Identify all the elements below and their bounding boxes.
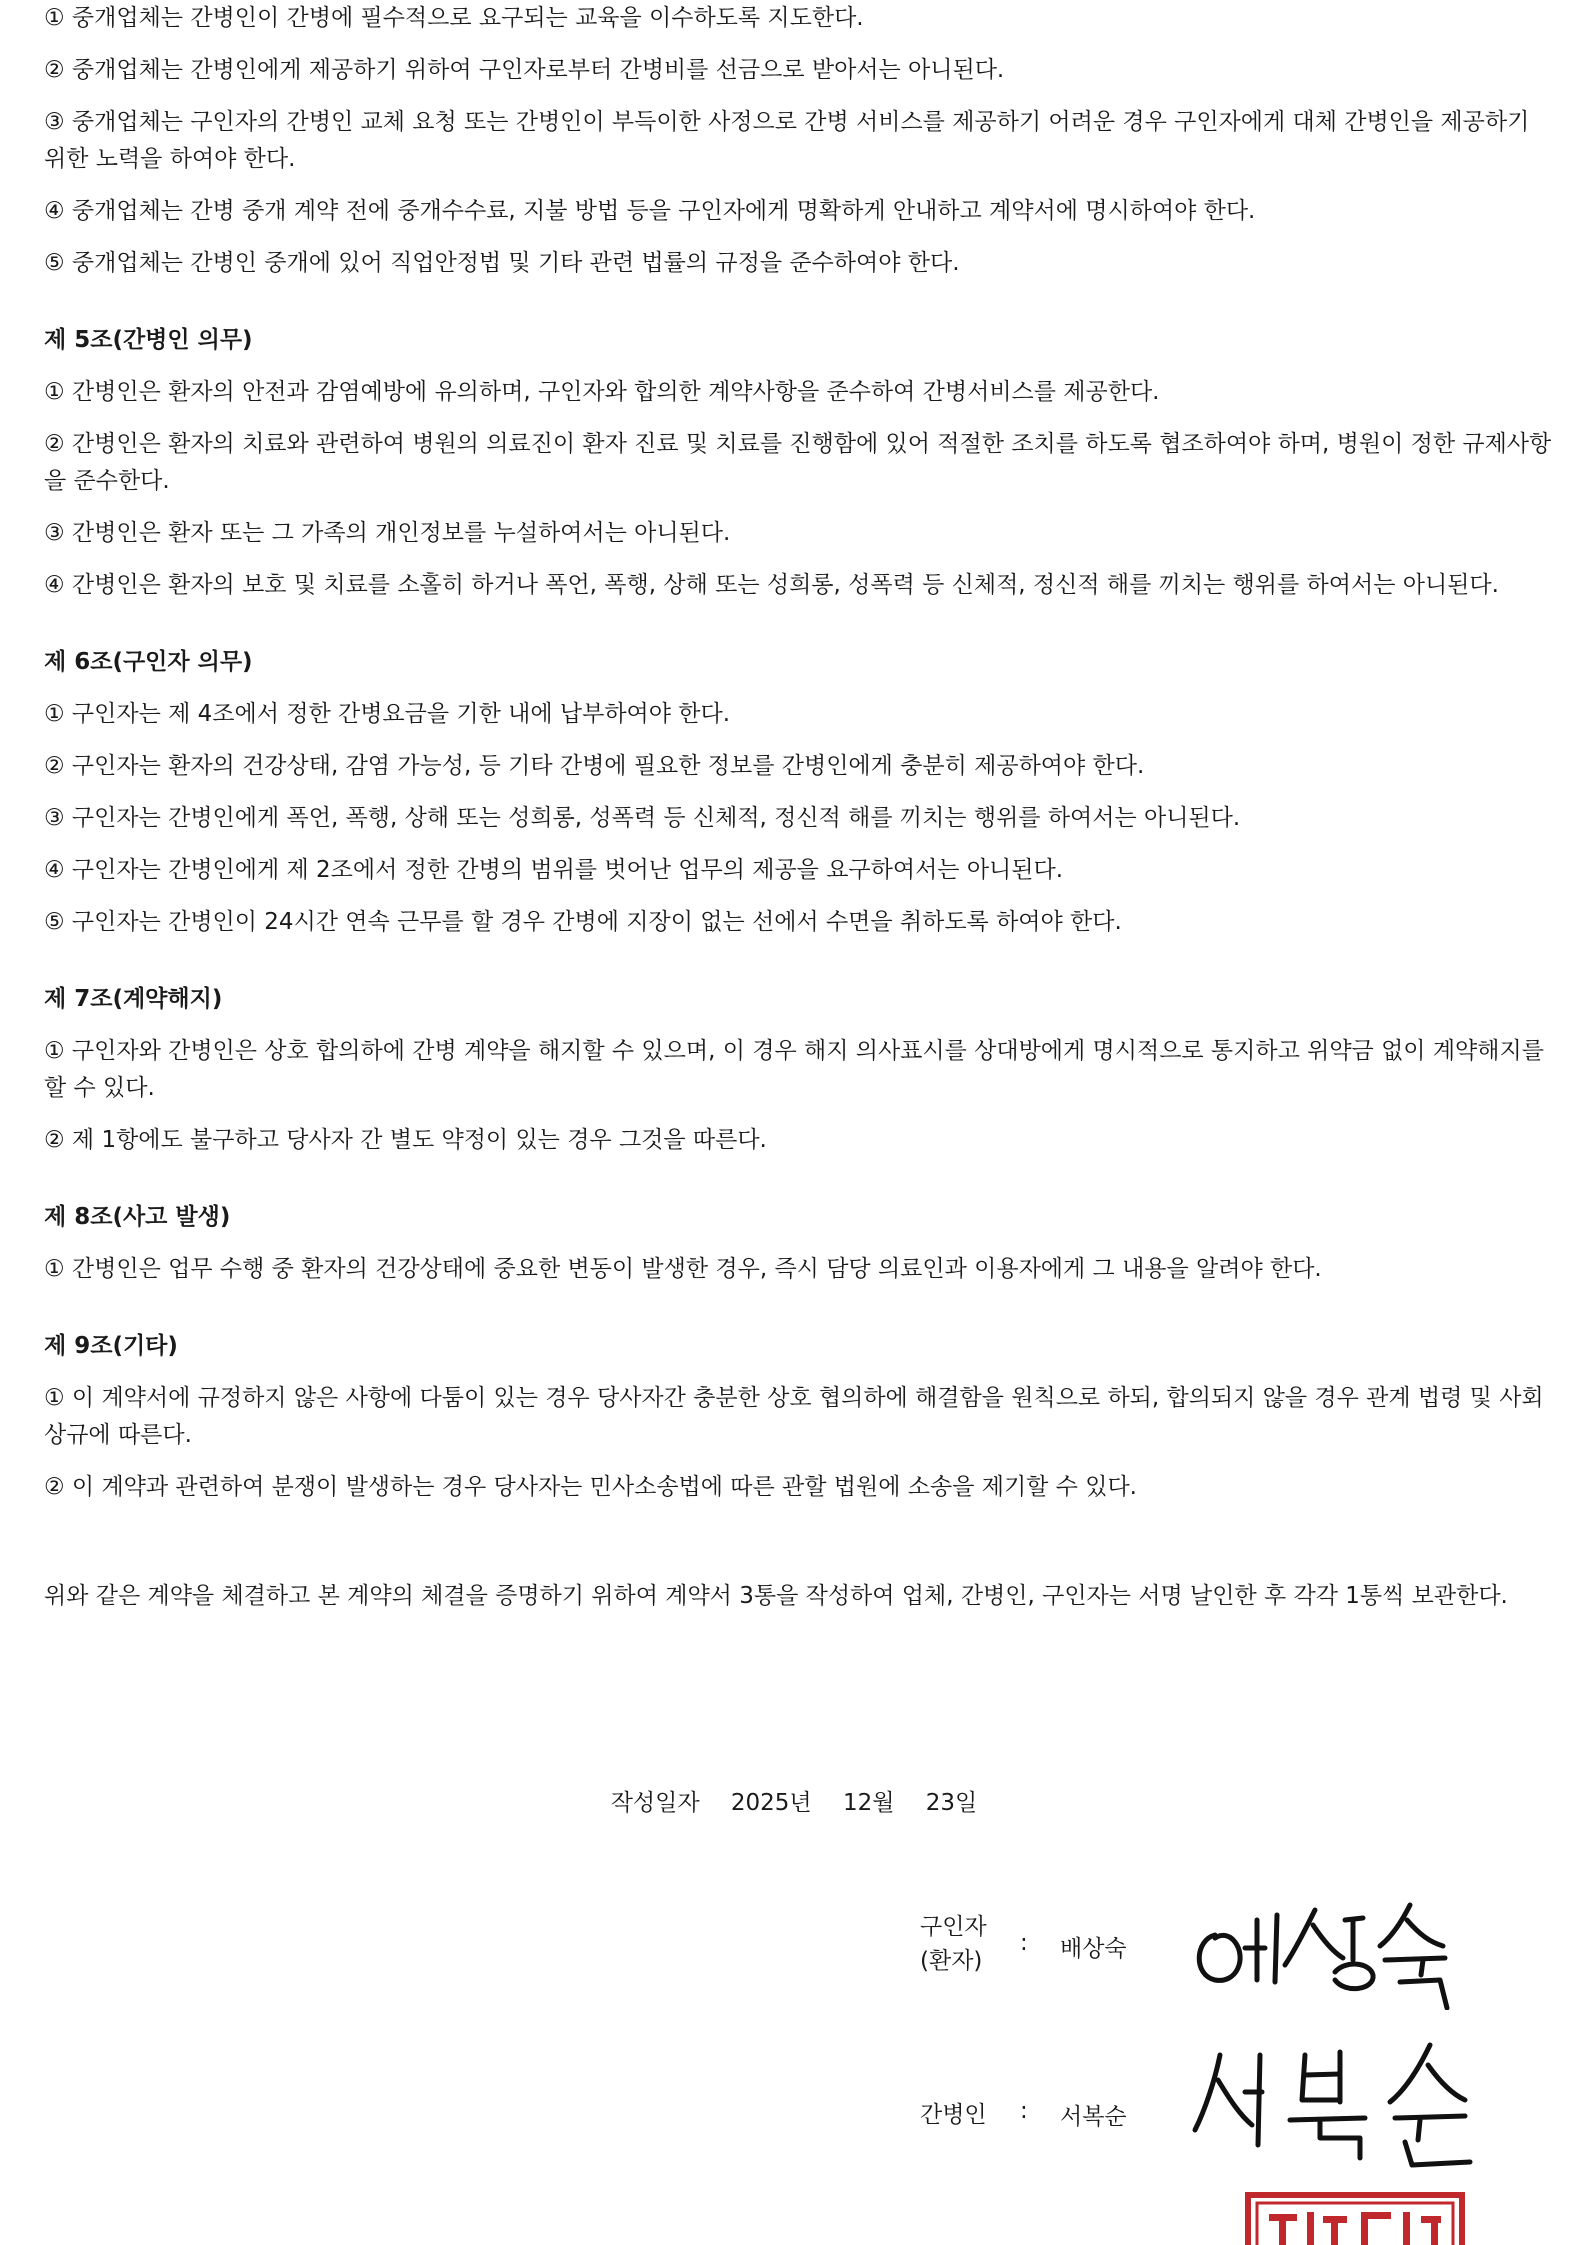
clause-item: ④ 중개업체는 간병 중개 계약 전에 중개수수료, 지불 방법 등을 구인자에게 명확하게 안내하고 계약서에 명시하여야 한다. (44, 198, 1256, 224)
clause-item: ① 이 계약서에 규정하지 않은 사항에 다툼이 있는 경우 당사자간 충분한 상호 협의하에 해결함을 원칙으로 하되, 합의되지 않을 경우 관계 법령 및 사회상규에 따른다. (44, 1385, 1544, 1448)
section-article-5 (44, 322, 1554, 604)
caregiver-name: 서복순 (1060, 2104, 1127, 2130)
section-article-8 (44, 1199, 1554, 1288)
requester-label: 구인자 (환자) (920, 1914, 987, 1974)
requester-colon: : (1020, 1930, 1028, 1956)
clause-item: ② 중개업체는 간병인에게 제공하기 위하여 구인자로부터 간병비를 선금으로 받아서는 아니된다. (44, 57, 1005, 83)
section-article-7 (44, 981, 1554, 1159)
clause-item: ④ 구인자는 간병인에게 제 2조에서 정한 간병의 범위를 벗어난 업무의 제공을 요구하여서는 아니된다. (44, 857, 1064, 883)
clause-item: ① 간병인은 업무 수행 중 환자의 건강상태에 중요한 변동이 발생한 경우, 즉시 담당 의료인과 이용자에게 그 내용을 알려야 한다. (44, 1256, 1322, 1282)
requester-name: 배상숙 (1060, 1936, 1127, 1962)
seal-stamp (1245, 2192, 1465, 2245)
section-heading: 제 6조(구인자 의무) (44, 649, 253, 675)
intro-items (44, 0, 1554, 282)
section-heading: 제 7조(계약해지) (44, 986, 223, 1012)
section-heading: 제 5조(간병인 의무) (44, 327, 253, 353)
caregiver-label: 간병인 (920, 2102, 987, 2128)
date-year: 2025년 (730, 1790, 812, 1816)
section-article-6 (44, 644, 1554, 941)
clause-item: ② 이 계약과 관련하여 분쟁이 발생하는 경우 당사자는 민사소송법에 따른 관할 법원에 소송을 제기할 수 있다. (44, 1474, 1137, 1500)
clause-item: ③ 간병인은 환자 또는 그 가족의 개인정보를 누설하여서는 아니된다. (44, 520, 731, 546)
clause-item: ② 간병인은 환자의 치료와 관련하여 병원의 의료진이 환자 진료 및 치료를 진행함에 있어 적절한 조치를 하도록 협조하여야 하며, 병원이 정한 규제사항을 준수한다. (44, 431, 1552, 494)
caregiver-signature (1190, 2030, 1510, 2180)
section-heading: 제 9조(기타) (44, 1333, 178, 1359)
clause-item: ⑤ 구인자는 간병인이 24시간 연속 근무를 할 경우 간병에 지장이 없는 선에서 수면을 취하도록 하여야 한다. (44, 909, 1122, 935)
clause-item: ④ 간병인은 환자의 보호 및 치료를 소홀히 하거나 폭언, 폭행, 상해 또는 성희롱, 성폭력 등 신체적, 정신적 해를 끼치는 행위를 하여서는 아니된다. (44, 572, 1499, 598)
clause-item: ① 구인자는 제 4조에서 정한 간병요금을 기한 내에 납부하여야 한다. (44, 701, 731, 727)
date-month: 12월 (842, 1790, 895, 1816)
section-heading: 제 8조(사고 발생) (44, 1204, 231, 1230)
requester-signature (1185, 1880, 1505, 2010)
clause-item: ① 구인자와 간병인은 상호 합의하에 간병 계약을 해지할 수 있으며, 이 경우 해지 의사표시를 상대방에게 명시적으로 통지하고 위약금 없이 계약해지를 할 수 있다. (44, 1038, 1544, 1101)
clause-item: ① 중개업체는 간병인이 간병에 필수적으로 요구되는 교육을 이수하도록 지도한다. (44, 5, 864, 31)
clause-item: ⑤ 중개업체는 간병인 중개에 있어 직업안정법 및 기타 관련 법률의 규정을 준수하여야 한다. (44, 250, 960, 276)
signing-date (0, 1785, 1588, 1822)
caregiver-colon: : (1020, 2098, 1028, 2124)
closing-statement: 위와 같은 계약을 체결하고 본 계약의 체결을 증명하기 위하여 계약서 3통을 작성하여 업체, 간병인, 구인자는 서명 날인한 후 각각 1통씩 보관한다. (44, 1583, 1508, 1609)
clause-item: ② 제 1항에도 불구하고 당사자 간 별도 약정이 있는 경우 그것을 따른다. (44, 1127, 767, 1153)
contract-body (44, 0, 1554, 1615)
clause-item: ② 구인자는 환자의 건강상태, 감염 가능성, 등 기타 간병에 필요한 정보를 간병인에게 충분히 제공하여야 한다. (44, 753, 1145, 779)
clause-item: ① 간병인은 환자의 안전과 감염예방에 유의하며, 구인자와 합의한 계약사항을 준수하여 간병서비스를 제공한다. (44, 379, 1160, 405)
date-day: 23일 (925, 1790, 978, 1816)
clause-item: ③ 중개업체는 구인자의 간병인 교체 요청 또는 간병인이 부득이한 사정으로 간병 서비스를 제공하기 어려운 경우 구인자에게 대체 간병인을 제공하기 위한 노력을 하여야 한다. (44, 109, 1530, 172)
clause-item: ③ 구인자는 간병인에게 폭언, 폭행, 상해 또는 성희롱, 성폭력 등 신체적, 정신적 해를 끼치는 행위를 하여서는 아니된다. (44, 805, 1241, 831)
date-label: 작성일자 (610, 1790, 700, 1816)
section-article-9 (44, 1328, 1554, 1506)
